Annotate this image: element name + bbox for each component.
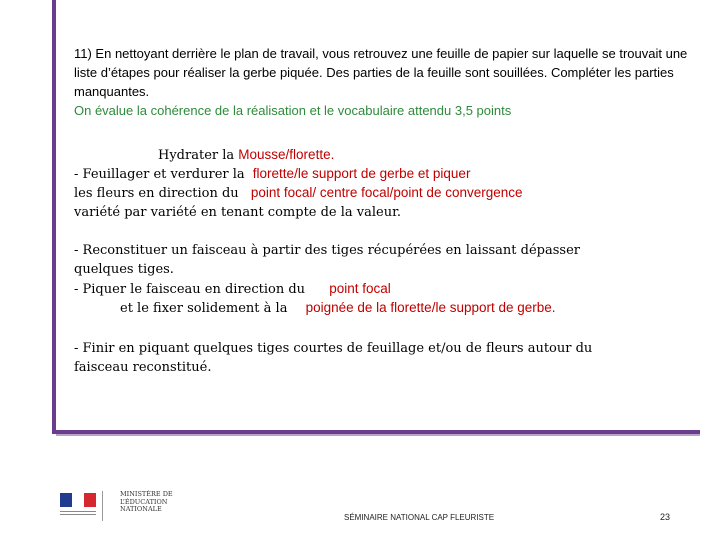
step-text: quelques tiges. (74, 262, 174, 277)
footer-title: SÉMINAIRE NATIONAL CAP FLEURISTE (344, 513, 495, 522)
logo-divider (102, 491, 103, 521)
answer: point focal/ centre focal/point de convergence (250, 185, 523, 200)
frame-left-border (52, 0, 56, 434)
logo-motto-lines (60, 511, 96, 519)
step-line-1 (74, 145, 720, 165)
step-text: - Feuillager et verdurer la (74, 167, 245, 182)
step-text: et le fixer solidement à la (120, 301, 288, 316)
step-line-9 (74, 339, 694, 358)
step-line-6 (74, 260, 694, 279)
step-text: - Piquer le faisceau en direction du (74, 282, 306, 297)
answer: florette/le support de gerbe et piquer (252, 166, 471, 181)
step-text: faisceau reconstitué. (74, 360, 212, 375)
step-text: variété par variété en tenant compte de la valeur. (74, 205, 402, 220)
step-text: - Reconstituer un faisceau à partir des tiges récupérées en laissant dépasser (74, 243, 580, 258)
question-text: 11) En nettoyant derrière le plan de travail, vous retrouvez une feuille de papier sur laquelle se trouvait une liste d’étapes pour réaliser la gerbe piquée. Des parties de la feuille sont souillées. Compléter les parties manquantes. (74, 46, 688, 99)
step-line-5 (74, 241, 694, 260)
step-line-10 (74, 358, 694, 377)
ministry-logo (54, 487, 173, 523)
evaluation-note: On évalue la cohérence de la réalisation et le vocabulaire attendu 3,5 points (74, 103, 512, 118)
flag-white (72, 493, 84, 507)
flag-red (84, 493, 96, 507)
step-line-4 (74, 203, 694, 222)
step-text: Hydrater la (158, 148, 235, 163)
page-number: 23 (660, 512, 671, 522)
answer: Mousse/florette. (238, 147, 335, 162)
step-line-8 (74, 298, 720, 318)
marianne-flag-icon (60, 493, 96, 507)
frame-shadow (56, 434, 700, 436)
step-line-7 (74, 279, 694, 299)
answer: point focal (329, 281, 391, 296)
step-text: - Finir en piquant quelques tiges courtes de feuillage et/ou de fleurs autour du (74, 341, 593, 356)
step-line-3 (74, 183, 694, 203)
flag-blue (60, 493, 72, 507)
answer: poignée de la florette/le support de gerbe. (305, 300, 556, 315)
ministry-name: MINISTÈRE DE L’ÉDUCATION NATIONALE (120, 490, 173, 513)
step-line-2 (74, 164, 694, 184)
step-text: les fleurs en direction du (74, 186, 239, 201)
question-block (74, 44, 694, 120)
